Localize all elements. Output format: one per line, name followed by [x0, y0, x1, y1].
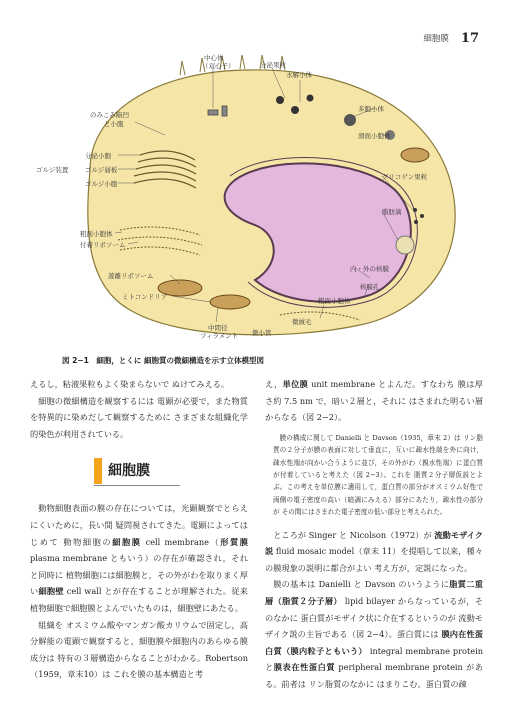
- section-heading: [94, 456, 180, 486]
- right-column: [265, 376, 483, 693]
- label-rer: 粗面小胞体: [80, 230, 113, 238]
- label-mitochondria: ミトコンドリア: [122, 293, 168, 301]
- label-lysosome: 水解小体: [286, 71, 312, 79]
- label-ser-vesicle: 滑面小胞体: [358, 132, 391, 140]
- label-cilia: 微絨毛: [292, 318, 312, 326]
- label-secretory-vesicle: 分泌小胞: [85, 152, 111, 160]
- label-golgi-vesicle: ゴルジ小胞: [85, 180, 118, 188]
- label-nuclear-membrane: 内・外の核膜: [350, 265, 389, 273]
- label-filament: 中間径: [208, 324, 228, 332]
- note-paragraph: 膜の構成に関して Danielli と Davson（1935，章末 2）は リン脂質の２分子が膜の表面に対して垂直に，互いに疎水性端を外に向け，疎水性端が向かい合うように並び，その外がわ（親水性端）に蛋白質が付着していると考えた（図 2−3）。これを 脂質２分子層仮説とよぶ。この考えを単位膜に適用して，蛋白質の部分がオスミウム好性で 両側の電子密度の高い（暗調にみえる）部分にあたり，疎水性の部分が その間にはさまれた電子密度の低い部分と考えられた。: [273, 433, 483, 517]
- paragraph: えるし，粘液果粒もよく染まらないで ぬけてみえる。: [30, 379, 230, 389]
- term-plasma-membrane: 形質膜: [220, 536, 248, 547]
- paragraph: 動物細胞表面の膜の存在については，光顕観察でとらえにくいために，長い間 疑問視されてきた。電顕によってはじめて 動物細胞の細胞膜 cell membrane（形質膜 plasma membrane ともいう）の存在が確認され，それと同時に 植物細胞には細胞膜と，その外がわを取りまく厚い細胞壁 cell wall とが存在することが理解された。従来 植物細胞で細胞膜とよんでいたものは，細胞壁にあたる。: [30, 503, 248, 613]
- label-lipid: 脂肪滴: [382, 208, 402, 216]
- label-centrosome: 中心体: [204, 54, 224, 62]
- label-golgi-apparatus: ゴルジ装置: [36, 166, 69, 174]
- paragraph: ところが Singer と Nicolson（1972）が 流動モザイク説 fluid mosaic model（章末 11）を提唱して以来，種々の膜現象の説明に都合がよい 考え方が，定説になった。: [265, 529, 483, 573]
- label-multivesicular: 多胞小体: [358, 105, 384, 113]
- figure-caption: 図 2−1 細胞，とくに 細胞質の微細構造を示す立体模型図: [62, 356, 264, 365]
- label-filament-sub: フィラメント: [200, 332, 239, 340]
- lipid-droplet: [396, 236, 414, 254]
- label-dense-body: 分泌果粒: [260, 61, 286, 69]
- label-pinocytosis-sub: と小胞: [104, 120, 124, 128]
- left-column: [30, 376, 248, 683]
- page-number: 17: [460, 30, 479, 46]
- paragraph: 膜の基本は Danielli と Davson のいうように脂質二重層（脂質２分子層） lipid bilayer からなっているが，そのなかに 蛋白質がモザイク状に介在するというのが 流動モザイク説の主旨である（図 2−4）。蛋白質には 膜内在性蛋白質（膜内粒子ともいう） integral membrane protein と膜表在性蛋白質 peripheral membrane protein がある。前者は リン脂質のなかに はまりこむ。蛋白質の疎: [265, 579, 483, 689]
- heading-accent-bar: [94, 458, 102, 484]
- label-nuclear-pore: 核膜孔: [360, 283, 380, 291]
- label-golgi-lamella: ゴルジ層板: [85, 166, 118, 174]
- cell-diagram-figure: [30, 40, 480, 350]
- paragraph: 細胞の微細構造を観察するには 電顕が必要で，また物質を特異的に染めだして観察するために さまざまな組織化学的染色が利用されている。: [30, 395, 248, 439]
- term-unit-membrane: 単位膜: [282, 379, 309, 389]
- term-integral-protein: 膜内在性蛋白質（膜内粒子ともいう）: [265, 629, 483, 656]
- label-pinocytosis: のみこみ陥凹: [90, 111, 129, 119]
- label-free-ribosome: 遊離リボソーム: [108, 272, 154, 280]
- term-cell-wall: 細胞壁: [38, 586, 64, 597]
- label-attached-ribosome: 付着リボソーム: [80, 241, 126, 249]
- term-cell-membrane: 細胞膜: [112, 536, 142, 547]
- paragraph: え，単位膜 unit membrane とよんだ。すなわち 膜は厚さ約 7.5 nm で，暗い２層と，それに はさまれた明るい層からなる（図 2−2）。: [265, 379, 483, 423]
- section-heading-text: 細胞膜: [108, 462, 150, 479]
- term-fluid-mosaic: 流動モザイク説: [265, 529, 483, 557]
- label-glycogen: グリコゲン果粒: [382, 173, 428, 181]
- paragraph: 組織を オスミウム酸やマンガン酸カリウムで固定し，高分解能の電顕で観察すると，細胞膜や細胞内のあらゆる膜成分は 特有の３層構造からなることがわかる。Robertson（1959，章末10）は これを膜の基本構造と考: [30, 619, 248, 680]
- label-centrosome-sub: （双心子）: [202, 62, 235, 70]
- label-rer2: 粗面小胞体: [318, 297, 351, 305]
- running-section-title: 細胞膜: [423, 34, 449, 44]
- term-peripheral-protein: 膜表在性蛋白質: [273, 662, 336, 673]
- cell-diagram: [30, 40, 480, 350]
- term-lipid-bilayer: 脂質二重層（脂質２分子層）: [265, 579, 483, 606]
- label-microtubule: 微小管: [252, 329, 272, 337]
